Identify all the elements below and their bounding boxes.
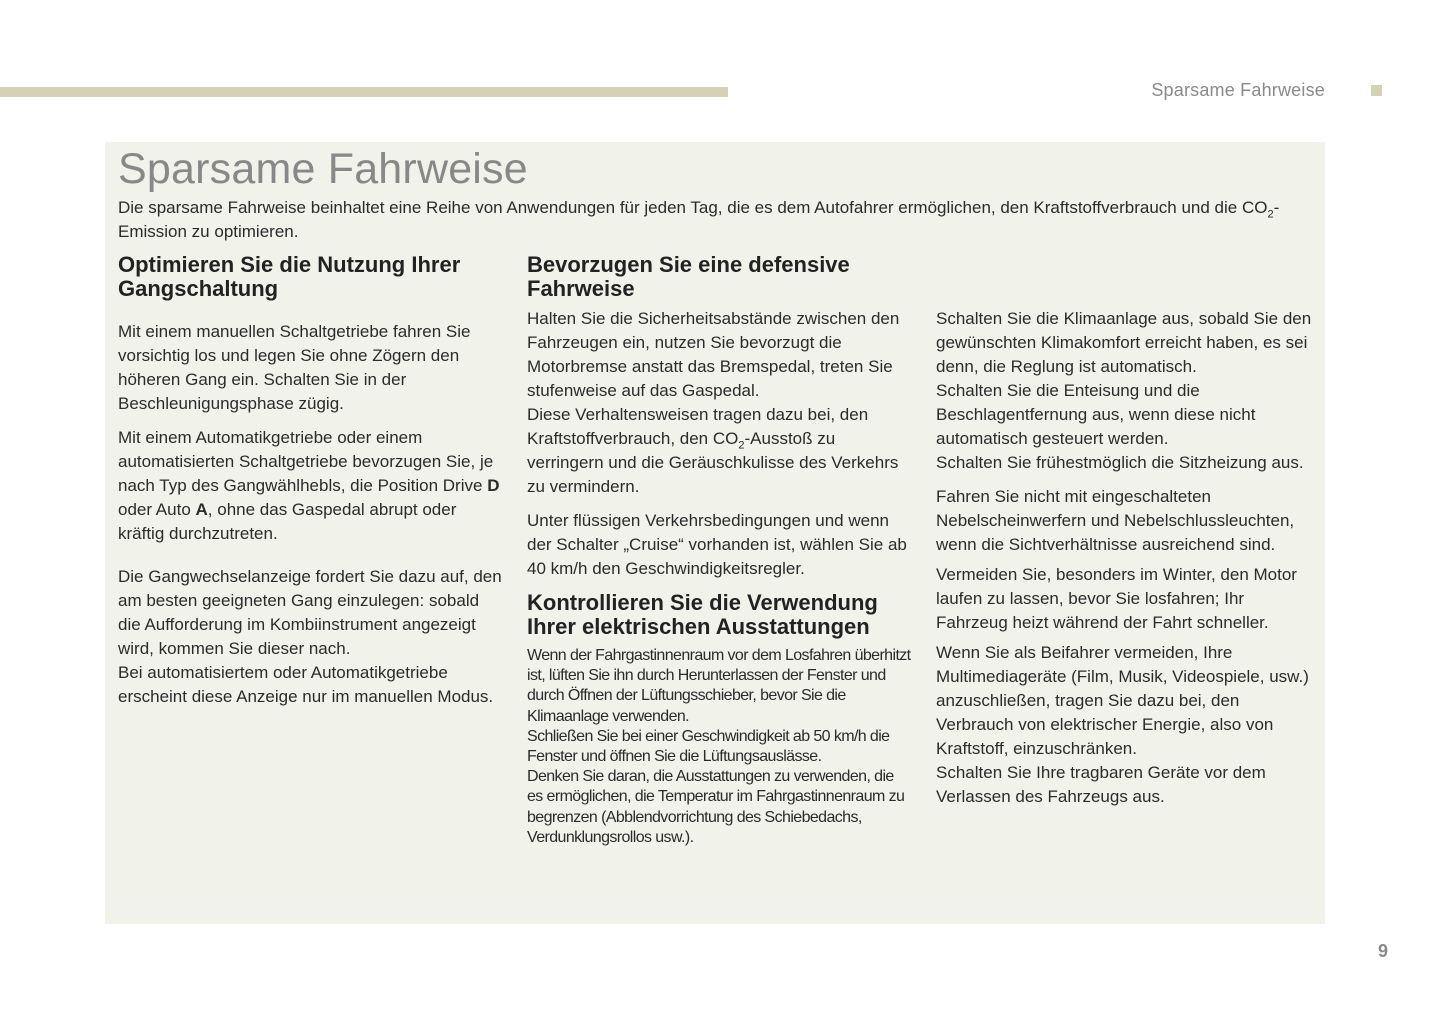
intro-paragraph: Die sparsame Fahrweise beinhaltet eine Reihe von Anwendungen für jeden Tag, die es dem Autofahrer ermöglichen, den Kraftstoffverbrauch und die $CO_2$-Emission zu optimieren. bbox=[118, 198, 1280, 241]
paragraph-air-conditioning: Schalten Sie die Klimaanlage aus, sobald Sie den gewünschten Klimakomfort erreicht haben, es sei denn, die Reglung ist automatisch. bbox=[936, 309, 1312, 376]
section-heading-defensive: Bevorzugen Sie eine defensive Fahrweise bbox=[527, 252, 850, 301]
paragraph-limit-temperature: Denken Sie daran, die Ausstattungen zu verwenden, die es ermöglichen, die Temperatur im Fahrgastinnenraum zu begrenzen (Abblendvorrichtung des Schiebedachs, Verdunklungsrollos usw.). bbox=[527, 768, 905, 846]
paragraph-close-windows: Schließen Sie bei einer Geschwindigkeit ab 50 km/h die Fenster und öffnen Sie die Lüftungsauslässe. bbox=[527, 727, 890, 766]
column-electrical-tips bbox=[936, 307, 1314, 809]
paragraph-safety-distance: Halten Sie die Sicherheitsabstände zwischen den Fahrzeugen ein, nutzen Sie bevorzugt die Motorbremse anstatt das Bremspedal, treten Sie stufenweise auf das Gaspedal. bbox=[527, 309, 900, 400]
paragraph-portable-devices: Schalten Sie Ihre tragbaren Geräte vor dem Verlassen des Fahrzeugs aus. bbox=[936, 763, 1266, 806]
paragraph-multimedia: Wenn Sie als Beifahrer vermeiden, Ihre Multimediageräte (Film, Musik, Videospiele, usw.) anzuschließen, tragen Sie dazu bei, den Verbrauch von elektrischer Energie, also von Kraftstoff, einzuschränken. bbox=[936, 643, 1309, 758]
header-accent-bar bbox=[0, 87, 728, 97]
column-gearshift bbox=[118, 253, 503, 709]
page-title: Sparsame Fahrweise bbox=[118, 145, 528, 193]
paragraph-automatic-gearbox: Mit einem Automatikgetriebe oder einem automatisierten Schaltgetriebe bevorzugen Sie, je nach Typ des Gangwählhebls, die Position Drive D oder Auto A, ohne das Gaspedal abrupt oder kräftig durchzutreten. bbox=[118, 428, 500, 543]
header-section-title: Sparsame Fahrweise bbox=[1151, 80, 1325, 100]
paragraph-gear-indicator-note: Bei automatisiertem oder Automatikgetriebe erscheint diese Anzeige nur im manuellen Modus. bbox=[118, 663, 494, 706]
paragraph-behaviour-effects: Diese Verhaltensweisen tragen dazu bei, den Kraftstoffverbrauch, den $CO_2$-Ausstoß zu verringern und die Geräuschkulisse des Verkehrs zu vermindern. bbox=[527, 405, 899, 496]
page-number: 9 bbox=[1378, 941, 1389, 961]
paragraph-ventilate-cabin: Wenn der Fahrgastinnenraum vor dem Losfahren überhitzt ist, lüften Sie ihn durch Herunterlassen der Fenster und durch Öffnen der Lüftungsschieber, bevor Sie die Klimaanlage verwenden. bbox=[527, 647, 911, 725]
paragraph-gear-indicator: Die Gangwechselanzeige fordert Sie dazu auf, den am besten geeigneten Gang einzulegen: sobald die Aufforderung im Kombiinstrument angezeigt wird, kommen Sie dieser nach. bbox=[118, 567, 502, 658]
column-defensive-driving bbox=[527, 253, 912, 848]
paragraph-cruise-control: Unter flüssigen Verkehrsbedingungen und wenn der Schalter „Cruise“ vorhanden ist, wählen Sie ab 40 km/h den Geschwindigkeitsregler. bbox=[527, 511, 907, 578]
header-square-marker bbox=[1371, 85, 1382, 96]
section-heading-electrical: Kontrollieren Sie die Verwendung Ihrer elektrischen Ausstattungen bbox=[527, 590, 878, 639]
section-heading-gearshift: Optimieren Sie die Nutzung Ihrer Gangschaltung bbox=[118, 252, 461, 301]
paragraph-seat-heating: Schalten Sie frühestmöglich die Sitzheizung aus. bbox=[936, 453, 1304, 472]
paragraph-defrost: Schalten Sie die Enteisung und die Beschlagentfernung aus, wenn diese nicht automatisch gesteuert werden. bbox=[936, 381, 1256, 448]
paragraph-engine-warmup: Vermeiden Sie, besonders im Winter, den Motor laufen zu lassen, bevor Sie losfahren; Ihr Fahrzeug heizt während der Fahrt schneller. bbox=[936, 565, 1297, 632]
paragraph-manual-gearbox: Mit einem manuellen Schaltgetriebe fahren Sie vorsichtig los und legen Sie ohne Zögern den höheren Gang ein. Schalten Sie in der Beschleunigungsphase zügig. bbox=[118, 322, 471, 413]
paragraph-fog-lights: Fahren Sie nicht mit eingeschalteten Nebelscheinwerfern und Nebelschlussleuchten, wenn die Sichtverhältnisse ausreichend sind. bbox=[936, 487, 1295, 554]
